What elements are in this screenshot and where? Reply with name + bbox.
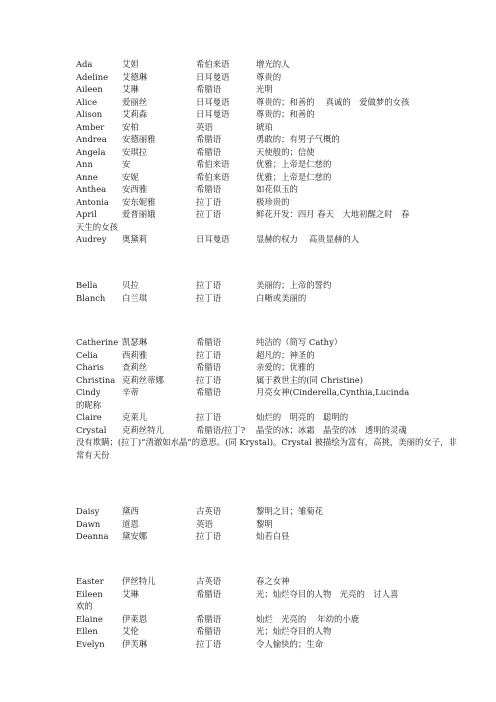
continuation-text: 欢的 bbox=[76, 601, 93, 611]
meaning: 天使般的；信使 bbox=[256, 146, 315, 157]
chinese-name: 爱普丽娥 bbox=[122, 209, 156, 219]
meaning: 属于救世主的(同 Christine) bbox=[256, 374, 363, 385]
english-name: Amber bbox=[76, 121, 105, 132]
chinese-name: 克莉丝特儿 bbox=[122, 424, 164, 435]
meaning: 勇敢的；有男子气概的 bbox=[256, 134, 340, 144]
meaning: 如花似玉的 bbox=[256, 184, 298, 194]
meaning: 光明 bbox=[256, 84, 273, 94]
chinese-name: 道恩 bbox=[122, 518, 139, 529]
crystal-note: 没有欺瞒；(拉丁)“清澈如水晶”的意思。(同 Krystal)。Crystal 被描绘为富有，高挑，美丽的女子，非常有天份 bbox=[76, 437, 457, 460]
origin: 英语 bbox=[196, 518, 213, 529]
chinese-name: 艾琳 bbox=[122, 588, 139, 599]
english-name: Ada bbox=[76, 59, 93, 69]
chinese-name: 艾妲 bbox=[122, 59, 139, 69]
meaning: 显赫的权力 高贵显赫的人 bbox=[256, 234, 360, 244]
origin: 希腊语/拉丁? bbox=[196, 424, 246, 435]
chinese-name: 安 bbox=[122, 159, 131, 169]
continuation-text: 的昵称 bbox=[76, 399, 102, 410]
chinese-name: 安东妮雅 bbox=[122, 196, 156, 207]
chinese-name: 伊丝特儿 bbox=[122, 576, 156, 586]
meaning: 鲜花开发：四月 春天 大地初醒之时 春 bbox=[256, 209, 410, 219]
chinese-name: 凯瑟琳 bbox=[122, 337, 148, 347]
origin: 日耳曼语 bbox=[196, 109, 230, 119]
origin: 希腊语 bbox=[196, 84, 222, 94]
english-name: Angela bbox=[76, 146, 106, 157]
meaning: 美丽的；上帝的誓约 bbox=[256, 280, 332, 290]
chinese-name: 伊莱恩 bbox=[122, 613, 148, 624]
english-name: Ann bbox=[76, 159, 93, 169]
english-name: Blanch bbox=[76, 292, 106, 303]
origin: 拉丁语 bbox=[196, 638, 222, 649]
english-name: Crystal bbox=[76, 424, 107, 435]
origin: 古英语 bbox=[196, 576, 222, 586]
english-name: Ellen bbox=[76, 626, 98, 636]
origin: 日耳曼语 bbox=[196, 71, 230, 82]
meaning: 尊贵的 bbox=[256, 71, 282, 82]
english-name: Easter bbox=[76, 576, 104, 586]
english-name: Elaine bbox=[76, 613, 103, 624]
origin: 拉丁语 bbox=[196, 280, 222, 290]
origin: 希腊语 bbox=[196, 626, 222, 636]
meaning: 月亮女神(Cinderella,Cynthia,Lucinda bbox=[256, 387, 410, 397]
meaning: 灿烂 光亮的 年幼的小鹿 bbox=[256, 613, 360, 624]
chinese-name: 爱丽丝 bbox=[122, 96, 148, 107]
chinese-name: 克莱儿 bbox=[122, 412, 148, 422]
origin: 英语 bbox=[196, 121, 213, 132]
english-name: Daisy bbox=[76, 506, 100, 516]
english-name: Deanna bbox=[76, 531, 109, 541]
english-name: Eileen bbox=[76, 588, 103, 599]
meaning: 尊贵的；和善的 真诚的 爱做梦的女孩 bbox=[256, 96, 410, 107]
chinese-name: 黛西 bbox=[122, 506, 139, 516]
meaning: 灿烂的 明亮的 聪明的 bbox=[256, 412, 349, 422]
english-name: Anthea bbox=[76, 184, 107, 194]
origin: 拉丁语 bbox=[196, 374, 222, 385]
english-name: Cindy bbox=[76, 387, 101, 397]
chinese-name: 安妮 bbox=[122, 171, 139, 182]
english-name: Charis bbox=[76, 362, 104, 372]
origin: 希伯来语 bbox=[196, 171, 230, 182]
english-name: Dawn bbox=[76, 518, 101, 529]
chinese-name: 西莉雅 bbox=[122, 349, 148, 360]
english-name: Christina bbox=[76, 374, 116, 385]
chinese-name: 黛安娜 bbox=[122, 531, 148, 541]
english-name: Andrea bbox=[76, 134, 107, 144]
english-name: April bbox=[76, 209, 97, 219]
chinese-name: 奥黛莉 bbox=[122, 234, 148, 244]
english-name: Anne bbox=[76, 171, 98, 182]
meaning: 春之女神 bbox=[256, 576, 290, 586]
meaning: 黎明 bbox=[256, 518, 273, 529]
origin: 希腊语 bbox=[196, 146, 222, 157]
origin: 拉丁语 bbox=[196, 209, 222, 219]
origin: 希腊语 bbox=[196, 613, 222, 624]
meaning: 黎明之目；雏菊花 bbox=[256, 506, 323, 516]
chinese-name: 艾德琳 bbox=[122, 71, 148, 82]
origin: 拉丁语 bbox=[196, 412, 222, 422]
meaning: 令人愉快的；生命 bbox=[256, 638, 323, 649]
origin: 希伯来语 bbox=[196, 159, 230, 169]
meaning: 极珍贵的 bbox=[256, 196, 290, 207]
origin: 希伯来语 bbox=[196, 59, 230, 69]
chinese-name: 克莉丝蒂娜 bbox=[122, 374, 164, 385]
english-name: Celia bbox=[76, 349, 98, 360]
english-name: Antonia bbox=[76, 196, 109, 207]
origin: 古英语 bbox=[196, 506, 222, 516]
origin: 拉丁语 bbox=[196, 349, 222, 360]
origin: 希腊语 bbox=[196, 362, 222, 372]
origin: 日耳曼语 bbox=[196, 234, 230, 244]
chinese-name: 白兰琪 bbox=[122, 292, 148, 303]
meaning: 优雅；上帝是仁慈的 bbox=[256, 171, 332, 182]
chinese-name: 安琪拉 bbox=[122, 146, 148, 157]
meaning: 纯洁的（简写 Cathy） bbox=[256, 337, 343, 347]
english-name: Alison bbox=[76, 109, 103, 119]
chinese-name: 辛蒂 bbox=[122, 387, 139, 397]
origin: 希腊语 bbox=[196, 134, 222, 144]
meaning: 亲爱的；优雅的 bbox=[256, 362, 315, 372]
meaning: 光；灿烂夺目的人物 光亮的 讨人喜 bbox=[256, 588, 399, 599]
chinese-name: 艾莉森 bbox=[122, 109, 148, 119]
chinese-name: 伊芙琳 bbox=[122, 638, 148, 649]
meaning: 琥珀 bbox=[256, 121, 273, 132]
meaning: 灿若白昼 bbox=[256, 531, 290, 541]
english-name: Aileen bbox=[76, 84, 103, 94]
chinese-name: 安柏 bbox=[122, 121, 139, 132]
origin: 拉丁语 bbox=[196, 531, 222, 541]
english-name: Evelyn bbox=[76, 638, 105, 649]
english-name: Adeline bbox=[76, 71, 109, 82]
english-name: Bella bbox=[76, 280, 98, 290]
chinese-name: 贝拉 bbox=[122, 280, 139, 290]
meaning: 光；灿烂夺目的人物 bbox=[256, 626, 332, 636]
chinese-name: 查莉丝 bbox=[122, 362, 148, 372]
meaning: 白晰或美丽的 bbox=[256, 292, 307, 303]
origin: 希腊语 bbox=[196, 588, 222, 599]
english-name: Catherine bbox=[76, 337, 119, 347]
origin: 希腊语 bbox=[196, 337, 222, 347]
chinese-name: 安西雅 bbox=[122, 184, 148, 194]
chinese-name: 艾琳 bbox=[122, 84, 139, 94]
meaning: 超凡的；神圣的 bbox=[256, 349, 315, 360]
meaning: 优雅；上帝是仁慈的 bbox=[256, 159, 332, 169]
continuation-text: 天生的女孩 bbox=[76, 221, 118, 232]
origin: 日耳曼语 bbox=[196, 96, 230, 107]
meaning: 增光的人 bbox=[256, 59, 290, 69]
origin: 希腊语 bbox=[196, 184, 222, 194]
chinese-name: 安德丽雅 bbox=[122, 134, 156, 144]
origin: 希腊语 bbox=[196, 387, 222, 397]
chinese-name: 艾伦 bbox=[122, 626, 139, 636]
english-name: Audrey bbox=[76, 234, 107, 244]
english-name: Alice bbox=[76, 96, 98, 107]
english-name: Claire bbox=[76, 412, 102, 422]
meaning: 晶莹的冰；冰霜 晶莹的冰 透明的灵魂 bbox=[256, 424, 407, 435]
origin: 拉丁语 bbox=[196, 292, 222, 303]
meaning: 尊贵的；和善的 bbox=[256, 109, 315, 119]
origin: 拉丁语 bbox=[196, 196, 222, 207]
